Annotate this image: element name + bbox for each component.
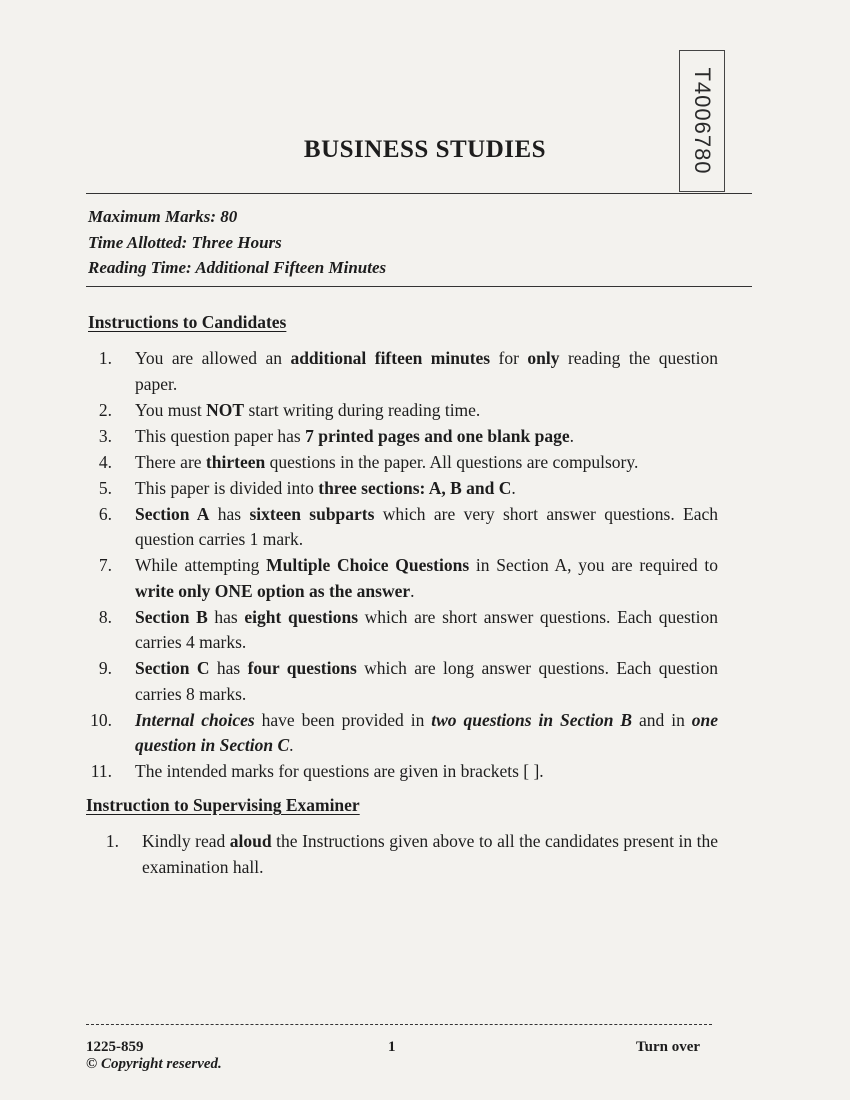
serial-stamp: [679, 50, 725, 192]
plain-text: .: [410, 580, 415, 601]
footer-divider: [86, 1024, 712, 1025]
instruction-number: 11.: [90, 761, 112, 781]
emphasis-text: additional fifteen minutes: [290, 348, 491, 368]
plain-text: This question paper has: [135, 425, 306, 446]
instruction-number: 8.: [98, 606, 112, 627]
instruction-number: 4.: [98, 451, 112, 472]
reading-time: Reading Time: Additional Fifteen Minutes: [88, 258, 387, 277]
emphasis-text: four questions: [247, 658, 357, 678]
plain-text: .: [569, 425, 574, 446]
instruction-item: [88, 346, 718, 397]
plain-text: has: [209, 503, 250, 524]
emphasis-text: Section B: [135, 606, 208, 627]
instruction-text: [135, 759, 718, 785]
emphasis-text: NOT: [206, 399, 245, 420]
plain-text: There are: [135, 451, 206, 472]
plain-text: This paper is divided into: [135, 477, 319, 498]
plain-text: .: [289, 735, 294, 755]
emphasis-text: eight questions: [244, 606, 359, 627]
instruction-text: [135, 424, 718, 450]
plain-text: which are long answer questions. Each question carries 8 marks.: [135, 658, 719, 704]
instruction-item: [88, 476, 718, 502]
emphasis-text: write only ONE option as the answer: [135, 580, 411, 601]
plain-text: Kindly read: [142, 831, 230, 851]
instruction-text: [142, 829, 718, 880]
instruction-text: [135, 476, 718, 502]
page-title: BUSINESS STUDIES: [303, 136, 547, 163]
plain-text: and in: [632, 709, 692, 730]
page-number: 1: [388, 1039, 396, 1055]
candidates-instructions: [88, 346, 718, 785]
instruction-item: [88, 656, 718, 707]
paper-code: 1225-859: [86, 1039, 144, 1055]
turn-over-label: Turn over: [636, 1039, 701, 1055]
plain-text: for: [490, 348, 528, 368]
instruction-item: [88, 553, 718, 604]
instruction-number: 3.: [98, 425, 112, 446]
instruction-item: [88, 450, 718, 476]
copyright-notice: © Copyright reserved.: [86, 1056, 222, 1072]
supervisor-heading: Instruction to Supervising Examiner: [86, 795, 360, 815]
instruction-item: [88, 424, 718, 450]
plain-text: While attempting: [135, 555, 267, 575]
plain-text: the Instructions given above to all the candidates present in the examination hall.: [142, 831, 718, 877]
plain-text: which are very short answer questions. Each question carries 1 mark.: [135, 503, 718, 549]
emphasis-text: thirteen: [205, 451, 266, 472]
emphasis-text: one question in Section C: [135, 709, 718, 755]
instruction-text: [135, 656, 718, 707]
instruction-number: 7.: [98, 555, 112, 575]
emphasis-text: sixteen subparts: [249, 503, 375, 524]
instruction-item: [88, 759, 718, 785]
plain-text: in Section A, you are required to: [469, 555, 718, 575]
serial-code: T4006780: [690, 67, 715, 175]
emphasis-text: three sections: A, B and C: [318, 477, 512, 498]
max-marks: Maximum Marks: 80: [88, 207, 238, 226]
instruction-text: [135, 346, 718, 397]
supervisor-instructions: [95, 829, 718, 880]
instruction-text: [135, 605, 718, 656]
plain-text: You must: [135, 399, 207, 420]
plain-text: start writing during reading time.: [244, 399, 481, 420]
plain-text: has: [209, 658, 248, 678]
plain-text: has: [207, 606, 245, 627]
instruction-number: 1.: [98, 348, 112, 368]
instruction-text: [135, 398, 718, 424]
emphasis-text: Section A: [135, 503, 210, 524]
emphasis-text: only: [527, 348, 560, 368]
instruction-text: [135, 450, 718, 476]
instruction-text: [135, 553, 718, 604]
meta-divider: [86, 286, 752, 287]
instruction-text: [135, 502, 718, 553]
instruction-item: [88, 502, 718, 553]
time-allotted: Time Allotted: Three Hours: [88, 232, 282, 252]
emphasis-text: two questions in Section B: [431, 709, 633, 730]
plain-text: reading the question paper.: [135, 348, 718, 394]
emphasis-text: Multiple Choice Questions: [266, 555, 470, 575]
exam-meta: [88, 204, 386, 281]
plain-text: which are short answer questions. Each question carries 4 marks.: [135, 606, 718, 652]
instruction-number: 10.: [90, 709, 112, 730]
top-divider: [86, 193, 752, 194]
emphasis-text: 7 printed pages and one blank page: [305, 425, 570, 446]
instruction-number: 9.: [98, 658, 112, 678]
instruction-item: [95, 829, 718, 880]
instruction-text: [135, 708, 718, 759]
instruction-number: 5.: [98, 477, 112, 498]
plain-text: The intended marks for questions are given in brackets [ ].: [135, 761, 544, 781]
instruction-number: 6.: [98, 503, 112, 524]
instruction-number: 1.: [105, 831, 119, 851]
instruction-item: [88, 708, 718, 759]
candidates-heading: Instructions to Candidates: [88, 312, 287, 332]
emphasis-text: Section C: [135, 658, 210, 678]
instruction-item: [88, 605, 718, 656]
emphasis-text: aloud: [229, 831, 272, 851]
plain-text: .: [511, 477, 516, 498]
emphasis-text: Internal choices: [135, 709, 255, 730]
instruction-number: 2.: [98, 399, 112, 420]
plain-text: You are allowed an: [135, 348, 291, 368]
instruction-item: [88, 398, 718, 424]
plain-text: questions in the paper. All questions are compulsory.: [265, 451, 639, 472]
plain-text: have been provided in: [254, 709, 432, 730]
